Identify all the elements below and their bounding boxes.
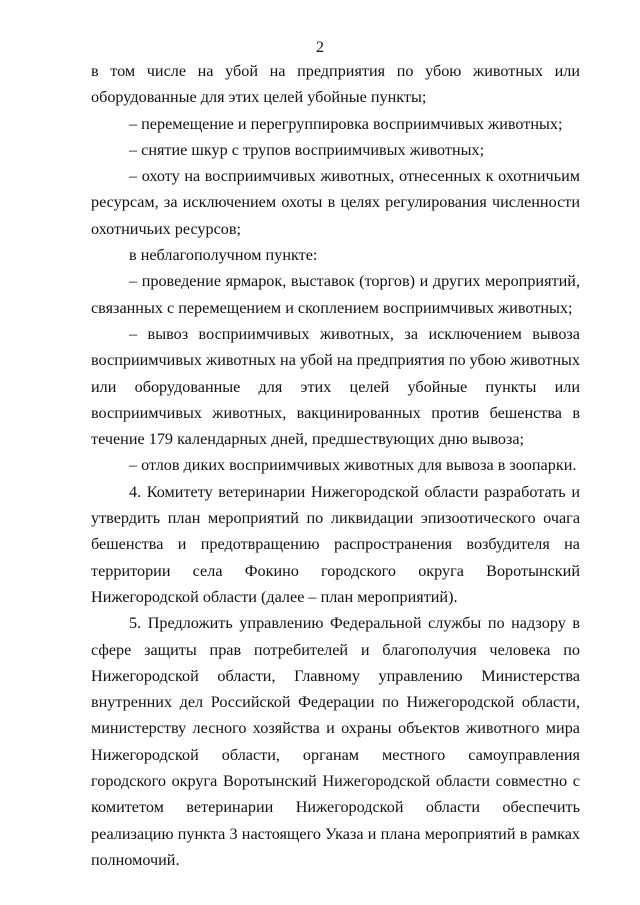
document-body xyxy=(91,58,580,873)
paragraph-restriction-fairs: – проведение ярмарок, выставок (торгов) и других мероприятий, связанных с перемещением и скоплением восприимчивых животных; xyxy=(91,272,580,317)
paragraph-restriction-hunting: – охоту на восприимчивых животных, отнесенных к охотничьим ресурсам, за исключением охоты в целях регулирования численности охотничьих ресурсов; xyxy=(91,167,580,238)
page-number: 2 xyxy=(316,39,324,56)
paragraph-restriction-relocation: – перемещение и перегруппировка восприимчивых животных; xyxy=(129,114,563,133)
paragraph-restriction-skinning: – снятие шкур с трупов восприимчивых животных; xyxy=(129,140,485,159)
paragraph-continuation: в том числе на убой на предприятия по убою животных или оборудованные для этих целей убойные пункты; xyxy=(91,62,580,107)
paragraph-restriction-capture: – отлов диких восприимчивых животных для вывоза в зоопарки. xyxy=(129,456,577,475)
paragraph-unfavorable-point-heading: в неблагополучном пункте: xyxy=(129,246,318,265)
paragraph-item-5: 5. Предложить управлению Федеральной службы по надзору в сфере защиты прав потребителей и благополучия человека по Нижегородской области, Главному управлению Министерства внутренних дел Российской Федерации по Нижегородской области, министерству лесного хозяйства и охраны объектов животного мира Нижегородской области, органам местного самоуправления городского округа Воротынский Нижегородской области совместно с комитетом ветеринарии Нижегородской области обеспечить реализацию пункта 3 настоящего Указа и плана мероприятий в рамках полномочий. xyxy=(91,614,580,869)
paragraph-restriction-export: – вывоз восприимчивых животных, за исключением вывоза восприимчивых животных на убой на предприятия по убою животных или оборудованные для этих целей убойные пункты или восприимчивых животных, вакцинированных против бешенства в течение 179 календарных дней, предшествующих дню вывоза; xyxy=(91,324,580,449)
paragraph-item-4: 4. Комитету ветеринарии Нижегородской области разработать и утвердить план мероприятий по ликвидации эпизоотического очага бешенства и предотвращению распространения возбудителя на территории села Фокино городского округа Воротынский Нижегородской области (далее – план мероприятий). xyxy=(91,482,580,606)
